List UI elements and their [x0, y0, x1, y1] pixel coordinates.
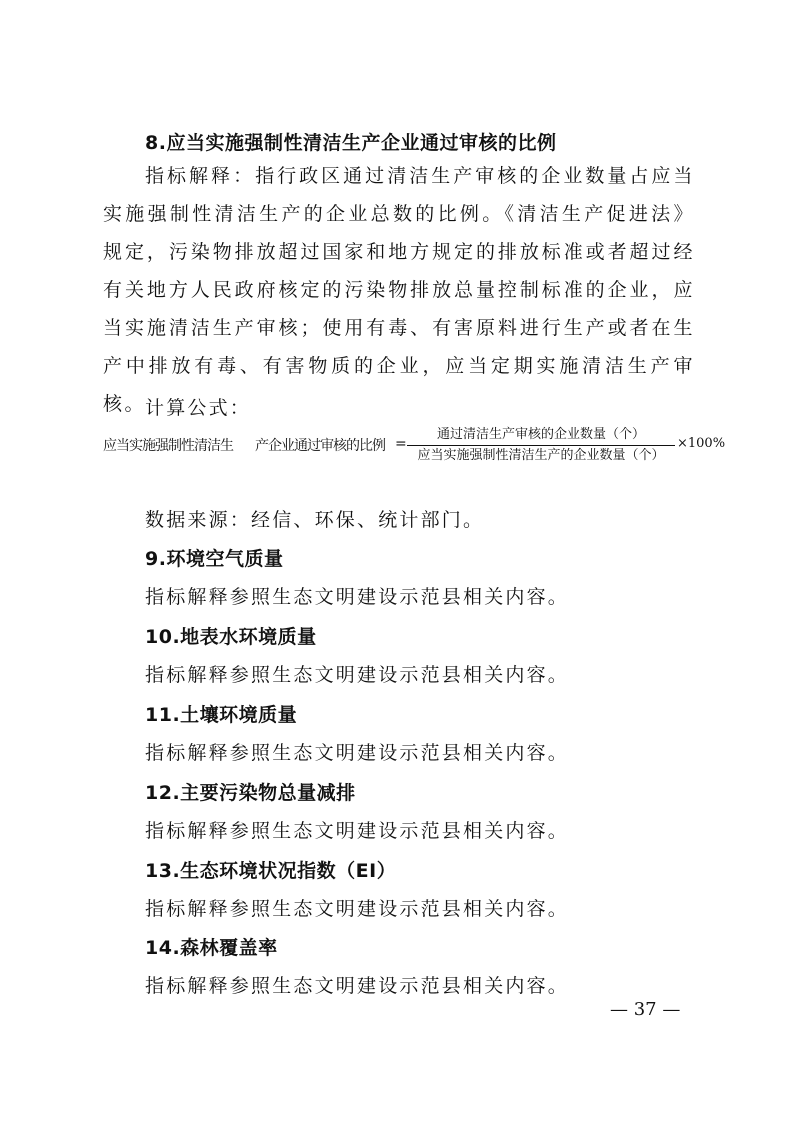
- section-10-heading: 10.地表水环境质量: [145, 626, 317, 648]
- section-13-text: 指标解释参照生态文明建设示范县相关内容。: [145, 898, 570, 920]
- formula-lhs-part2: 产企业通过审核的比例: [255, 438, 385, 454]
- formula-lhs-part1: 应当实施强制性清洁生: [103, 438, 233, 454]
- section-12-text: 指标解释参照生态文明建设示范县相关内容。: [145, 820, 570, 842]
- section-8-explanation: 指标解释：指行政区通过清洁生产审核的企业数量占应当实施强制性清洁生产的企业总数的比例。《清洁生产促进法》规定，污染物排放超过国家和地方规定的排放标准或者超过经有关地方人民政府核定的污染物排放总量控制标准的企业，应当实施清洁生产审核；使用有毒、有害原料进行生产或者在生产中排放有毒、有害物质的企业，应当定期实施清洁生产审核。: [103, 165, 695, 415]
- formula-label: 计算公式：: [145, 397, 252, 419]
- section-12-heading: 12.主要污染物总量减排: [145, 782, 356, 804]
- page-number: — 37 —: [610, 999, 681, 1020]
- fraction-bar: [407, 445, 675, 446]
- formula-denominator: 应当实施强制性清洁生产的企业数量（个）: [417, 448, 665, 463]
- section-9-text: 指标解释参照生态文明建设示范县相关内容。: [145, 586, 570, 608]
- section-10-text: 指标解释参照生态文明建设示范县相关内容。: [145, 664, 570, 686]
- formula-multiplier: ×100%: [677, 436, 726, 451]
- section-8-source: 数据来源：经信、环保、统计部门。: [145, 509, 485, 531]
- section-13-heading: 13.生态环境状况指数（EI）: [145, 860, 397, 882]
- formula-fraction: [407, 426, 675, 465]
- section-11-text: 指标解释参照生态文明建设示范县相关内容。: [145, 742, 570, 764]
- section-8-heading: 8.应当实施强制性清洁生产企业通过审核的比例: [145, 132, 557, 154]
- formula-equals: =: [395, 436, 407, 452]
- ratio-formula: [103, 426, 726, 470]
- formula-numerator: 通过清洁生产审核的企业数量（个）: [436, 427, 645, 442]
- section-14-text: 指标解释参照生态文明建设示范县相关内容。: [145, 975, 570, 997]
- formula-lhs: [103, 435, 385, 455]
- section-11-heading: 11.土壤环境质量: [145, 704, 298, 726]
- section-14-heading: 14.森林覆盖率: [145, 937, 278, 959]
- section-9-heading: 9.环境空气质量: [145, 548, 284, 570]
